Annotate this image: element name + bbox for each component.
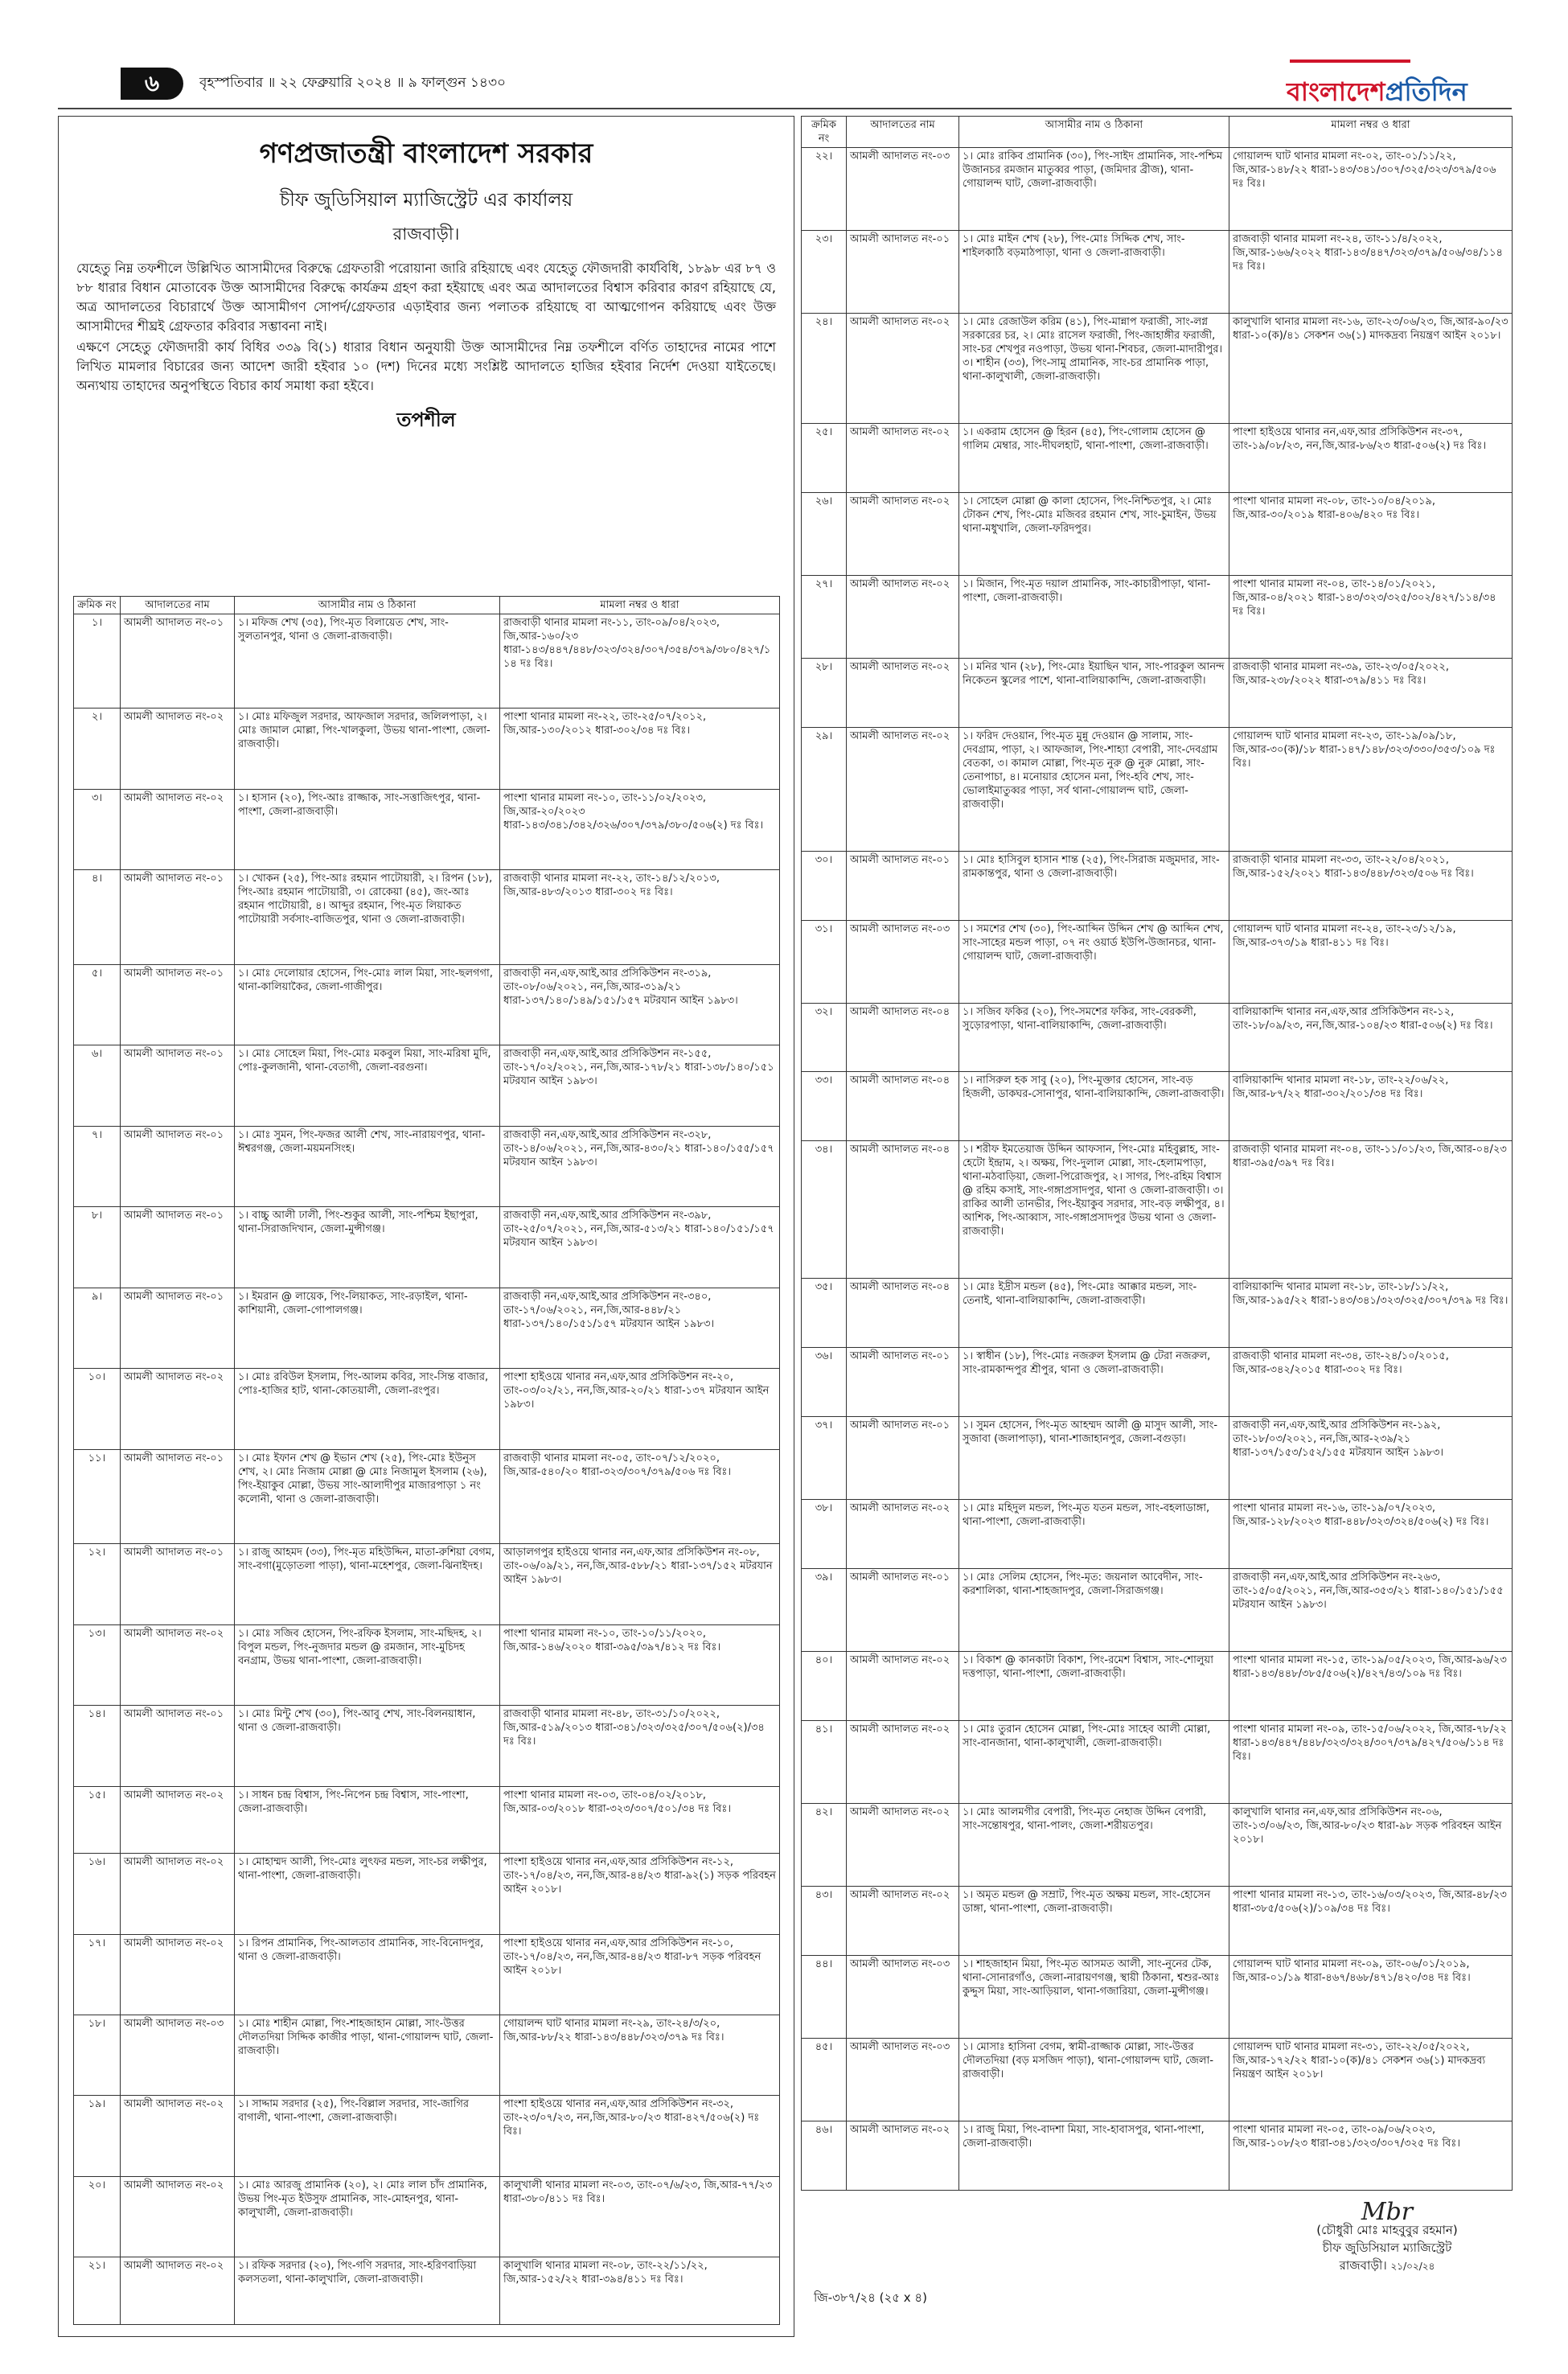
cell-case: কালুখালি থানার মামলা নং-০৮, তাং-২২/১১/২২, জি,আর-১৫২/২২ ধারা-৩৯৪/৪১১ দঃ বিঃ। [500, 2257, 780, 2324]
table-row [802, 2121, 1513, 2190]
cell-serial: ৩০। [802, 851, 847, 920]
schedule-continued [801, 116, 1512, 2335]
cell-case: রাজবাড়ী থানার মামলা নং-২২, তাং-১৪/১২/২০১৩, জি,আর-৪৮৩/২০১৩ ধারা-৩০২ দঃ বিঃ। [500, 870, 780, 964]
table-row [802, 1417, 1513, 1500]
cell-case: রাজবাড়ী থানার মামলা নং-৩৩, তাং-২২/০৪/২০২১, জি,আর-১৫২/২০২১ ধারা-১৪৩/৪৪৮/৩২৩/৫০৬ দঃ বিঃ। [1229, 851, 1513, 920]
cell-case: রাজবাড়ী থানার মামলা নং-৪৮, তাং-৩১/১০/২০২২, জি,আর-৫১৯/২০১৩ ধারা-৩৪১/৩২৩/৩২৫/৩০৭/৫০৬(২)/৩৪ দঃ বিঃ। [500, 1706, 780, 1786]
cell-serial: ৪০। [802, 1652, 847, 1721]
table-row [802, 1348, 1513, 1417]
cell-case: রাজবাড়ী থানার মামলা নং-২৪, তাং-১১/৪/২০২২, জি,আর-১৬৬/২০২২ ধারা-১৪৩/৪৪৭/৩২৩/৩৭৯/৫০৬/৩৪/১১৪ দঃ বিঃ। [1229, 230, 1513, 313]
cell-accused: ১। সজিব ফকির (২০), পিং-সমশের ফকির, সাং-বেরকলী, সুড়োরপাড়া, থানা-বালিয়াকান্দি, জেলা-রাজবাড়ী। [959, 1003, 1229, 1072]
cell-accused: ১। শাহজাহান মিয়া, পিং-মৃত আসমত আলী, সাং-নুনের টেক, থানা-সোনারগাঁও, জেলা-নারায়ণগঞ্জ, স্থায়ী ঠিকানা, শ্বশুর-আঃ কুদ্দুস মিয়া, সাং-আড়িয়াল, থানা-গজারিয়া, জেলা-মুন্সীগঞ্জ। [959, 1955, 1229, 2038]
table-row [802, 1279, 1513, 1348]
cell-serial: ১৩। [74, 1624, 121, 1705]
cell-accused: ১। রাজু মিয়া, পিং-বাদশা মিয়া, সাং-হাবাসপুর, থানা-পাংশা, জেলা-রাজবাড়ী। [959, 2121, 1229, 2190]
cell-court: আমলী আদালত নং-০২ [847, 313, 959, 423]
cell-serial: ৪৩। [802, 1887, 847, 1956]
table-row [802, 1804, 1513, 1887]
cell-serial: ৫। [74, 964, 121, 1045]
cell-serial: ১০। [74, 1369, 121, 1449]
cell-court: আমলী আদালত নং-০২ [847, 423, 959, 492]
cell-court: আমলী আদালত নং-০২ [847, 492, 959, 575]
table-row [74, 2257, 780, 2324]
cell-accused: ১। মোঃ দেলোয়ার হোসেন, পিং-মোঃ লাল মিয়া, সাং-ছলগগা, থানা-কালিয়াকৈর, জেলা-গাজীপুর। [235, 964, 500, 1045]
cell-court: আমলী আদালত নং-০১ [847, 851, 959, 920]
cell-court: আমলী আদালত নং-০২ [847, 1721, 959, 1804]
cell-serial: ৪১। [802, 1721, 847, 1804]
cell-case: গোয়ালন্দ ঘাট থানার মামলা নং-৩১, তাং-২২/০৫/২০২২, জি,আর-১৭২/২২ ধারা-১০(ক)/৪১ সেকশন ৩৬(১) মাদকদ্রব্য নিয়ন্ত্রণ আইন ২০১৮। [1229, 2038, 1513, 2121]
header-case: মামলা নম্বর ও ধারা [1229, 117, 1513, 148]
table-row [802, 851, 1513, 920]
cell-case: গোয়ালন্দ ঘাট থানার মামলা নং-২৩, তাং-১৯/০৯/১৮, জি,আর-৩০(ক)/১৮ ধারা-১৪৭/১৪৮/৩২৩/৩৩০/৩৫৩/১০৯ দঃ বিঃ। [1229, 727, 1513, 851]
notice-title: গণপ্রজাতন্ত্রী বাংলাদেশ সরকার [259, 138, 593, 170]
notice-heading [59, 133, 794, 249]
cell-case: রাজবাড়ী থানার মামলা নং-১১, তাং-০৯/০৪/২০২৩, জি,আর-১৬০/২৩ ধারা-১৪৩/৪৪৭/৪৪৮/৩২৩/৩২৪/৩০৭/৩৫৪/৩৭৯/৩৮০/৪২৭/১১৪ দঃ বিঃ। [500, 614, 780, 709]
cell-accused: ১। বাচ্চু আলী ঢালী, পিং-শুকুর আলী, সাং-পশ্চিম ইছাপুরা, থানা-সিরাজদিখান, জেলা-মুন্সীগঞ্জ। [235, 1207, 500, 1288]
dateline: বৃহস্পতিবার ॥ ২২ ফেব্রুয়ারি ২০২৪ ॥ ৯ ফাল্গুন ১৪৩০ [199, 75, 507, 91]
cell-case: পাংশা হাইওয়ে থানার নন,এফ,আর প্রসিকিউশন নং-৩৭, তাং-১৯/০৮/২৩, নন,জি,আর-৮৬/২৩ ধারা-৫০৬(২) দঃ বিঃ। [1229, 423, 1513, 492]
cell-accused: ১। ফরিদ দেওয়ান, পিং-মৃত মুন্নু দেওয়ান @ সালাম, সাং-দেবগ্রাম, পাড়া, ২। আফজাল, পিং-শাহ্যা বেপারী, সাং-দেবগ্রাম বেতকা, ৩। কামাল মোল্লা, পিং-মৃত নুরু @ নুরু মোল্লা, সাং-তেনাপাচা, ৪। মনোয়ার হোসেন মনা, পিং-হবি শেখ, সাং-ভোলাইমাতুব্বর পাড়া, সর্ব থানা-গোয়ালন্দ ঘাট, জেলা-রাজবাড়ী। [959, 727, 1229, 851]
cell-accused: ১। খোকন (২৫), পিং-আঃ রহমান পাটোয়ারী, ২। রিপন (১৮), পিং-আঃ রহমান পাটোয়ারী, ৩। রোকেয়া (৪৫), জং-আঃ রহমান পাটোয়ারী, ৪। আব্দুর রহমান, পিং-মৃত লিয়াকত পাটোয়ারী সর্বসাং-বাজিতপুর, থানা ও জেলা-রাজবাড়ী। [235, 870, 500, 964]
cell-serial: ৪৪। [802, 1955, 847, 2038]
header-accused: আসামীর নাম ও ঠিকানা [235, 597, 500, 614]
cell-accused: ১। মোঃ মিন্টু শেখ (৩০), পিং-আবু শেখ, সাং-বিলনয়াধান, থানা ও জেলা-রাজবাড়ী। [235, 1706, 500, 1786]
cell-accused: ১। মোঃ রেজাউল করিম (৪১), পিং-মান্নাপ ফরাজী, সাং-লগ্ন সরকারের চর, ২। মোঃ রাসেল ফরাজী, পিং-জাহাঙ্গীর ফরাজী, সাং-চর শেখপুর নওপাড়া, উভয় থানা-শিবচর, জেলা-মাদারীপুর। ৩। শাহীন (৩৩), পিং-সামু প্রামানিক, সাং-চর প্রামানিক পাড়া, থানা-কালুখালী, জেলা-রাজবাড়ী। [959, 313, 1229, 423]
cell-serial: ৩। [74, 789, 121, 869]
cell-court: আমলী আদালত নং-০২ [121, 1786, 235, 1853]
cell-serial: ২। [74, 709, 121, 789]
cell-serial: ১৯। [74, 2096, 121, 2176]
cell-accused: ১। সমশের শেখ (৩০), পিং-আব্দিন উদ্দিন শেখ @ আব্দিন শেখ, সাং-সাহের মন্ডল পাড়া, ০৭ নং ওয়ার্ড ইউপি-উজানচর, থানা-গোয়ালন্দ ঘাট, জেলা-রাজবাড়ী। [959, 920, 1229, 1003]
cell-case: পাংশা হাইওয়ে থানার নন,এফ,আর প্রসিকিউশন নং-১০, তাং-১৭/০৪/২৩, নন,জি,আর-৪৪/২৩ ধারা-৮৭ সড়ক পরিবহন আইন ২০১৮। [500, 1934, 780, 2015]
table-row [74, 1126, 780, 1206]
cell-court: আমলী আদালত নং-০২ [121, 2096, 235, 2176]
cell-accused: ১। বিকাশ @ কানকাটা বিকাশ, পিং-রমেশ বিশ্বাস, সাং-শোলুয়া দত্তপাড়া, থানা-পাংশা, জেলা-রাজবাড়ী। [959, 1652, 1229, 1721]
table-row [74, 1045, 780, 1126]
cell-case: গোয়ালন্দ ঘাট থানার মামলা নং-২৪, তাং-২৩/১২/১৯, জি,আর-৩৭৩/১৯ ধারা-৪১১ দঃ বিঃ। [1229, 920, 1513, 1003]
cell-case: রাজবাড়ী নন,এফ,আই,আর প্রসিকিউশন নং-৩৯৮, তাং-২৫/০৭/২০২১, নন,জি,আর-৫১৩/২১ ধারা-১৪০/১৫১/১৫৭ মটরযান আইন ১৯৮৩। [500, 1207, 780, 1288]
header-accused: আসামীর নাম ও ঠিকানা [959, 117, 1229, 148]
cell-serial: ২৯। [802, 727, 847, 851]
cell-court: আমলী আদালত নং-০১ [121, 614, 235, 709]
cell-case: গোয়ালন্দ ঘাট থানার মামলা নং-২৯, তাং-২৪/৩/২০, জি,আর-৮৮/২২ ধারা-১৪৩/৪৪৮/৩২৩/৩৭৯ দঃ বিঃ। [500, 2015, 780, 2095]
cell-accused: ১। হাসান (২০), পিং-আঃ রাজ্জাক, সাং-সত্তাজিৎপুর, থানা-পাংশা, জেলা-রাজবাড়ী। [235, 789, 500, 869]
cell-case: রাজবাড়ী নন,এফ,আই,আর প্রসিকিউশন নং-৩২৮, তাং-১৪/০৬/২০২১, নন,জি,আর-৪৩০/২১ ধারা-১৪০/১৫৫/১৫৭ মটরযান আইন ১৯৮৩। [500, 1126, 780, 1206]
cell-serial: ৩৬। [802, 1348, 847, 1417]
cell-accused: ১। সোহেল মোল্লা @ কালা হোসেন, পিং-নিশ্চিতপুর, ২। মোঃ টোকন শেখ, পিং-মোঃ মজিবর রহমান শেখ, সাং-চুমাইন, উভয় থানা-মধুখালি, জেলা-ফরিদপুর। [959, 492, 1229, 575]
cell-accused: ১। মোসাঃ হাসিনা বেগম, স্বামী-রাজ্জাক মোল্লা, সাং-উত্তর দৌলতদিয়া (বড় মসজিদ পাড়া), থানা-গোয়ালন্দ ঘাট, জেলা-রাজবাড়ী। [959, 2038, 1229, 2121]
cell-case: পাংশা থানার মামলা নং-১৩, তাং-১৬/০৩/২০২৩, জি,আর-৪৮/২৩ ধারা-৩৮৫/৫০৬(২)/১০৯/৩৪ দঃ বিঃ। [1229, 1887, 1513, 1956]
cell-court: আমলী আদালত নং-০১ [121, 1126, 235, 1206]
cell-case: পাংশা থানার মামলা নং-০৯, তাং-১৫/০৬/২০২২, জি,আর-৭৮/২২ ধারা-১৪৩/৪৪৭/৪৪৮/৩২৩/৩২৪/৩০৭/৩৭৯/৪২৭/৫০৬/১১৪ দঃ বিঃ। [1229, 1721, 1513, 1804]
table-row [802, 1887, 1513, 1956]
cell-accused: ১। রফিক সরদার (২০), পিং-গণি সরদার, সাং-হরিণবাড়িয়া কলসতলা, থানা-কালুখালি, জেলা-রাজবাড়ী। [235, 2257, 500, 2324]
table-row [74, 1706, 780, 1786]
cell-serial: ৩৭। [802, 1417, 847, 1500]
cell-court: আমলী আদালত নং-০২ [847, 1652, 959, 1721]
cell-accused: ১। মোঃ মাইন শেখ (২৮), পিং-মোঃ সিদ্দিক শেখ, সাং-শাইলকাঠি বড়মাঠপাড়া, থানা ও জেলা-রাজবাড়ী। [959, 230, 1229, 313]
table-row [802, 658, 1513, 727]
table-row [802, 1141, 1513, 1279]
cell-case: রাজবাড়ী থানার মামলা নং-৩৯, তাং-২৩/০৫/২০২২, জি,আর-২৩৮/২০২২ ধারা-৩৭৯/৪১১ দঃ বিঃ। [1229, 658, 1513, 727]
table-row [74, 964, 780, 1045]
cell-serial: ৩১। [802, 920, 847, 1003]
cell-accused: ১। শরীফ ইমতেয়াজ উদ্দিন আফসান, পিং-মোঃ মহিবুল্লাহ, সাং-হেটো ইন্দ্রাম, ২। অক্ষয়, পিং-দুলাল মোল্লা, সাং-হেলামপাড়া, থানা-মঠবাড়িয়া, জেলা-পিরোজপুর, ২। সাগর, পিং-রহিম বিশ্বাস @ রহিম কসাই, সাং-গঙ্গাপ্রসাদপুর, থানা ও জেলা-রাজবাড়ী। ৩। রাকির আলী তানভীর, পিং-ইয়াকুব সরদার, সাং-বড় লক্ষীপুর, ৪। আশিক, পিং-আব্বাস, সাং-গঙ্গাপ্রসাদপুর উভয় থানা ও জেলা-রাজবাড়ী। [959, 1141, 1229, 1279]
table-row [802, 313, 1513, 423]
cell-case: পাংশা থানার মামলা নং-০৪, তাং-১৪/০১/২০২১, জি,আর-০৪/২০২১ ধারা-১৪৩/৩২৩/৩২৫/৩০২/৪২৭/১১৪/৩৪ দঃ বিঃ। [1229, 575, 1513, 658]
cell-court: আমলী আদালত নং-০২ [847, 575, 959, 658]
schedule-table-left [73, 596, 779, 2325]
cell-serial: ১৪। [74, 1706, 121, 1786]
cell-court: আমলী আদালত নং-০৩ [847, 1955, 959, 2038]
logo-stripe-icon [1287, 57, 1560, 68]
signature-mark: Mbr [1361, 2198, 1414, 2226]
table-header-row [74, 597, 780, 614]
table-row [74, 2015, 780, 2095]
cell-accused: ১। মোঃ মফিজুল সরদার, আফজাল সরদার, জলিলপাড়া, ২। মোঃ জামাল মোল্লা, পিং-খালকুলা, উভয় থানা-পাংশা, জেলা-রাজবাড়ী। [235, 709, 500, 789]
newspaper-logo [1287, 56, 1560, 105]
cell-case: রাজবাড়ী নন,এফ,আই,আর প্রসিকিউশন নং-১৯২, তাং-১৮/০৩/২০২১, নন,জি,আর-২৩৯/২১ ধারা-১৩৭/১৫৩/১৫২/১৫৫ মটরযান আইন ১৯৮৩। [1229, 1417, 1513, 1500]
cell-serial: ৪৫। [802, 2038, 847, 2121]
cell-case: বালিয়াকান্দি থানার নন,এফ,আর প্রসিকিউশন নং-১২, তাং-১৮/০৯/২৩, নন,জি,আর-১০৪/২৩ ধারা-৫০৬(২) দঃ বিঃ। [1229, 1003, 1513, 1072]
cell-accused: ১। মিজান, পিং-মৃত দয়াল প্রামানিক, সাং-কাচারীপাড়া, থানা-পাংশা, জেলা-রাজবাড়ী। [959, 575, 1229, 658]
table-row [802, 1569, 1513, 1652]
cell-case: রাজবাড়ী নন,এফ,আই,আর প্রসিকিউশন নং-৩১৯, তাং-০৮/০৬/২০২১, নন,জি,আর-৩১৯/২১ ধারা-১৩৭/১৪০/১৪৯/১৫১/১৫৭ মটরযান আইন ১৯৮৩। [500, 964, 780, 1045]
cell-case: রাজবাড়ী নন,এফ,আই,আর প্রসিকিউশন নং-১৫৫, তাং-১৭/০২/২০২১, নন,জি,আর-১৭৮/২১ ধারা-১৩৮/১৪০/১৫১ মটরযান আইন ১৯৮৩। [500, 1045, 780, 1126]
cell-serial: ৬। [74, 1045, 121, 1126]
cell-serial: ১৬। [74, 1854, 121, 1934]
cell-accused: ১। রাজু আহমদ (৩৩), পিং-মৃত মহিউদ্দিন, মাতা-রুশিয়া বেগম, সাং-বগা(মুড়োতলা পাড়া), থানা-মহেশপুর, জেলা-ঝিনাইদহ। [235, 1544, 500, 1624]
cell-court: আমলী আদালত নং-০৩ [121, 2015, 235, 2095]
cell-court: আমলী আদালত নং-০৪ [847, 1141, 959, 1279]
cell-serial: ৩৪। [802, 1141, 847, 1279]
table-row [74, 2096, 780, 2176]
notice-paragraph-2: এক্ষণে সেহেতু ফৌজদারী কার্য বিধির ৩৩৯ বি(১) ধারার বিধান অনুযায়ী উক্ত আসামীদের নিম্ন তফশীলে বর্ণিত তাহাদের নামের পাশে লিখিত মামলার বিচারের জন্য আদেশ জারী হইবার ১০ (দশ) দিনের মধ্যে সংশ্লিষ্ট আদালতে হাজির হইবার নির্দেশ দেওয়া যাইতেছে। অন্যথায় তাহাদের অনুপস্থিতে বিচার কার্য সমাধা করা হইবে। [76, 339, 776, 393]
cell-case: কালুখালি থানার মামলা নং-১৬, তাং-২৩/০৬/২৩, জি,আর-৯০/২৩ ধারা-১০(ক)/৪১ সেকশন ৩৬(১) মাদকদ্রব্য নিয়ন্ত্রণ আইন ২০১৮। [1229, 313, 1513, 423]
cell-serial: ২৫। [802, 423, 847, 492]
cell-accused: ১। মোঃ ইফান শেখ @ ইভান শেখ (২৫), পিং-মোঃ ইউনুস শেখ, ২। মোঃ নিজাম মোল্লা @ মোঃ নিজামুল ইসলাম (২৬), পিং-ইয়াকুব মোল্লা, উভয় সাং-আলাদীপুর মাজারপাড়া ১ নং কলোনী, থানা ও জেলা-রাজবাড়ী। [235, 1449, 500, 1543]
notice-body [76, 259, 776, 396]
cell-court: আমলী আদালত নং-০১ [121, 1207, 235, 1288]
cell-court: আমলী আদালত নং-০১ [847, 1348, 959, 1417]
cell-accused: ১। মফিজ শেখ (৩৫), পিং-মৃত বিলায়েত শেখ, সাং-সুলতানপুর, থানা ও জেলা-রাজবাড়ী। [235, 614, 500, 709]
signature-date: ২১/০২/২৪ [1390, 2261, 1435, 2272]
cell-case: কালুখালী থানার মামলা নং-০৩, তাং-০৭/৬/২৩, জি,আর-৭৭/২৩ ধারা-৩৮০/৪১১ দঃ বিঃ। [500, 2176, 780, 2257]
ad-reference: জি-৩৮৭/২৪ (২৫ x ৪) [814, 2290, 928, 2305]
cell-court: আমলী আদালত নং-০২ [121, 1624, 235, 1705]
newspaper-header [121, 68, 1520, 107]
cell-accused: ১। মোঃ আলমগীর বেপারী, পিং-মৃত নেহাজ উদ্দিন বেপারী, সাং-সন্তোষপুর, থানা-পালং, জেলা-শরীয়তপুর। [959, 1804, 1229, 1887]
cell-court: আমলী আদালত নং-০২ [847, 1804, 959, 1887]
cell-serial: ৩৩। [802, 1072, 847, 1141]
header-rule [58, 108, 1512, 109]
cell-court: আমলী আদালত নং-০৩ [847, 920, 959, 1003]
header-court: আদালতের নাম [121, 597, 235, 614]
cell-court: আমলী আদালত নং-০৩ [847, 148, 959, 231]
cell-serial: ২১। [74, 2257, 121, 2324]
schedule-table-right [801, 116, 1512, 2191]
table-row [74, 789, 780, 869]
cell-case: পাংশা থানার মামলা নং-২২, তাং-২৫/০৭/২০১২, জি,আর-১৩০/২০১২ ধারা-৩০২/৩৪ দঃ বিঃ। [500, 709, 780, 789]
cell-serial: ৮। [74, 1207, 121, 1288]
cell-court: আমলী আদালত নং-০৪ [847, 1072, 959, 1141]
cell-case: পাংশা থানার মামলা নং-০৮, তাং-১০/০৪/২০১৯, জি,আর-৩০/২০১৯ ধারা-৪০৬/৪২০ দঃ বিঃ। [1229, 492, 1513, 575]
table-row [802, 148, 1513, 231]
cell-serial: ১৭। [74, 1934, 121, 2015]
cell-serial: ৭। [74, 1126, 121, 1206]
table-row [74, 1288, 780, 1368]
cell-court: আমলী আদালত নং-০২ [847, 1887, 959, 1956]
cell-accused: ১। মোঃ রবিউল ইসলাম, পিং-আলম কবির, সাং-সিন্ত বাজার, পোঃ-হাজির হাট, থানা-কোতয়ালী, জেলা-রংপুর। [235, 1369, 500, 1449]
cell-accused: ১। মোঃ সেলিম হোসেন, পিং-মৃত: জয়নাল আবেদীন, সাং-করশালিকা, থানা-শাহজাদপুর, জেলা-সিরাজগঞ্জ। [959, 1569, 1229, 1652]
cell-accused: ১। মোঃ সুমন, পিং-ফজর আলী শেখ, সাং-নারায়ণপুর, থানা-ঈশ্বরগঞ্জ, জেলা-ময়মনসিংহ। [235, 1126, 500, 1206]
table-row [74, 2176, 780, 2257]
table-row [802, 1955, 1513, 2038]
table-row [802, 727, 1513, 851]
cell-case: রাজবাড়ী নন,এফ,আই,আর প্রসিকিউশন নং-২৬৩, তাং-১৫/০৫/২০২১, নন,জি,আর-৩৫৩/২১ ধারা-১৪০/১৫১/১৫৫ মটরযান আইন ১৯৮৩। [1229, 1569, 1513, 1652]
cell-accused: ১। মোঃ সজিব হোসেন, পিং-রফিক ইসলাম, সাং-মছিদহ, ২। বিপুল মন্ডল, পিং-নুজদার মন্ডল @ রমজান, সাং-মুচিদহ বনগ্রাম, উভয় থানা-পাংশা, জেলা-রাজবাড়ী। [235, 1624, 500, 1705]
cell-accused: ১। মোঃ আরজু প্রামানিক (২০), ২। মোঃ লাল চাঁদ প্রামানিক, উভয় পিং-মৃত ইউসুফ প্রামানিক, সাং-মোহনপুর, থানা-কালুখালী, জেলা-রাজবাড়ী। [235, 2176, 500, 2257]
table-row [802, 492, 1513, 575]
table-row [802, 423, 1513, 492]
cell-court: আমলী আদালত নং-০১ [121, 1045, 235, 1126]
cell-court: আমলী আদালত নং-০২ [121, 789, 235, 869]
cell-court: আমলী আদালত নং-০২ [847, 727, 959, 851]
cell-accused: ১। মোঃ তুরান হোসেন মোল্লা, পিং-মোঃ সাহেব আলী মোল্লা, সাং-বানজানা, থানা-কালুখালী, জেলা-রাজবাড়ী। [959, 1721, 1229, 1804]
table-row [802, 1003, 1513, 1072]
cell-serial: ২৪। [802, 313, 847, 423]
cell-court: আমলী আদালত নং-০১ [121, 1288, 235, 1368]
cell-case: বালিয়াকান্দি থানার মামলা নং-১৮, তাং-১৮/১১/২২, জি,আর-১৯৫/২২ ধারা-১৪৩/৩৪১/৩২৩/৩২৫/৩০৭/৩৭৯ দঃ বিঃ। [1229, 1279, 1513, 1348]
cell-accused: ১। নাসিরুল হক সাবু (২০), পিং-মুক্তার হোসেন, সাং-বড় হিজলী, ডাকঘর-সোনাপুর, থানা-বালিয়াকান্দি, জেলা-রাজবাড়ী। [959, 1072, 1229, 1141]
cell-accused: ১। মোঃ ইদ্রীস মন্ডল (৪৫), পিং-মোঃ আক্কার মন্ডল, সাং-তেনাই, থানা-বালিয়াকান্দি, জেলা-রাজবাড়ী। [959, 1279, 1229, 1348]
cell-case: রাজবাড়ী নন,এফ,আই,আর প্রসিকিউশন নং-৩৪০, তাং-১৭/০৬/২০২১, নন,জি,আর-৪৪৮/২১ ধারা-১৩৭/১৪০/১৫১/১৫৭ মটরযান আইন ১৯৮৩। [500, 1288, 780, 1368]
cell-serial: ২০। [74, 2176, 121, 2257]
table-row [802, 1721, 1513, 1804]
table-row [802, 2038, 1513, 2121]
table-row [802, 1500, 1513, 1569]
table-row [802, 230, 1513, 313]
table-row [802, 1072, 1513, 1141]
header-serial: ক্রমিক নং [802, 117, 847, 148]
cell-accused: ১। মোঃ হাসিবুল হাসান শান্ত (২৫), পিং-সিরাজ মজুমদার, সাং-রামকান্তপুর, থানা ও জেলা-রাজবাড়ী। [959, 851, 1229, 920]
cell-accused: ১। মোঃ শাহীন মোল্লা, পিং-শাহজাহান মোল্লা, সাং-উত্তর দৌলতদিয়া সিদ্দিক কাজীর পাড়া, থানা-গোয়ালন্দ ঘাট, জেলা-রাজবাড়ী। [235, 2015, 500, 2095]
cell-accused: ১। মোঃ সোহেল মিয়া, পিং-মোঃ মকবুল মিয়া, সাং-মরিষা মুদি, পোঃ-কুলজানী, থানা-বেতাগী, জেলা-বরগুনা। [235, 1045, 500, 1126]
table-row [74, 614, 780, 709]
notice-paragraph-1: যেহেতু নিম্ন তফশীলে উল্লিখিত আসামীদের বিরুদ্ধে গ্রেফতারী পরোয়ানা জারি রহিয়াছে এবং যেহেতু ফৌজদারী কার্যবিধি, ১৮৯৮ এর ৮৭ ও ৮৮ ধারার বিধান মোতাবেক উক্ত আসামীদের বিরুদ্ধে কার্যক্রম গ্রহণ করা হইয়াছে এবং অত্র আদালতের বিশ্বাস করিবার কারণ রহিয়াছে যে, অত্র আদালতের বিচারার্থে উক্ত আসামীগণ সোপর্দ/গ্রেফতার এড়াইবার জন্য পলাতক রহিয়াছে বা আত্মগোপন করিয়াছে এবং উক্ত আসামীদের শীঘ্রই গ্রেফতার করিবার সম্ভাবনা নাই। [76, 261, 776, 334]
cell-accused: ১। মোঃ মহিদুল মন্ডল, পিং-মৃত যতন মন্ডল, সাং-বহলাডাঙ্গা, থানা-পাংশা, জেলা-রাজবাড়ী। [959, 1500, 1229, 1569]
cell-court: আমলী আদালত নং-০২ [121, 709, 235, 789]
cell-court: আমলী আদালত নং-০২ [121, 1854, 235, 1934]
cell-court: আমলী আদালত নং-০১ [847, 1569, 959, 1652]
cell-case: পাংশা হাইওয়ে থানার নন,এফ,আর প্রসিকিউশন নং-৩২, তাং-২৩/০৭/২৩, নন,জি,আর-৮০/২৩ ধারা-৪২৭/৫০৬(২) দঃ বিঃ। [500, 2096, 780, 2176]
cell-serial: ৩৮। [802, 1500, 847, 1569]
cell-serial: ২৬। [802, 492, 847, 575]
cell-case: পাংশা থানার মামলা নং-০৫, তাং-০৯/০৬/২০২৩, জি,আর-১০৮/২৩ ধারা-৩৪১/৩২৩/৩০৭/৩২৫ দঃ বিঃ। [1229, 2121, 1513, 2190]
cell-accused: ১। সাদ্দাম সরদার (২৫), পিং-বিল্লাল সরদার, সাং-জাগির বাগালী, থানা-পাংশা, জেলা-রাজবাড়ী। [235, 2096, 500, 2176]
cell-case: পাংশা হাইওয়ে থানার নন,এফ,আর প্রসিকিউশন নং-১২, তাং-১৭/০৪/২৩, নন,জি,আর-৪৪/২৩ ধারা-৯২(১) সড়ক পরিবহন আইন ২০১৮। [500, 1854, 780, 1934]
cell-court: আমলী আদালত নং-০২ [121, 2257, 235, 2324]
cell-serial: ২৩। [802, 230, 847, 313]
cell-serial: ১২। [74, 1544, 121, 1624]
cell-court: আমলী আদালত নং-০১ [847, 1417, 959, 1500]
cell-court: আমলী আদালত নং-০২ [121, 2176, 235, 2257]
table-row [74, 1207, 780, 1288]
office-name: চীফ জুডিসিয়াল ম্যাজিস্ট্রেট এর কার্যালয় [279, 190, 573, 211]
cell-case: রাজবাড়ী থানার মামলা নং-০৫, তাং-০৭/১২/২০২০, জি,আর-৫৪০/২০ ধারা-৩২৩/৩০৭/৩৭৯/৫০৬ দঃ বিঃ। [500, 1449, 780, 1543]
cell-case: আড়ালগপুর হাইওয়ে থানার নন,এফ,আর প্রসিকিউশন নং-০৮, তাং-০৬/০৯/২১, নন,জি,আর-৫৮৮/২১ ধারা-১৩৭/১৫২ মটরযান আইন ১৯৮৩। [500, 1544, 780, 1624]
cell-accused: ১। রিপন প্রামানিক, পিং-আলতাব প্রামানিক, সাং-বিনোদপুর, থানা ও জেলা-রাজবাড়ী। [235, 1934, 500, 2015]
cell-case: বালিয়াকান্দি থানার মামলা নং-১৮, তাং-২২/০৬/২২, জি,আর-৮৭/২২ ধারা-৩০২/২০১/৩৪ দঃ বিঃ। [1229, 1072, 1513, 1141]
cell-case: পাংশা থানার মামলা নং-১০, তাং-১১/০২/২০২৩, জি,আর-২০/২০২৩ ধারা-১৪৩/৩৪১/৩৪২/৩২৬/৩০৭/৩৭৯/৩৮০/৫০৬(২) দঃ বিঃ। [500, 789, 780, 869]
cell-accused: ১। মোঃ রাকিব প্রামানিক (৩০), পিং-সাইদ প্রামানিক, সাং-পশ্চিম উজানচর রমজান মাতুব্বর পাড়া, (জমিদার ব্রীজ), থানা-গোয়ালন্দ ঘাট, জেলা-রাজবাড়ী। [959, 148, 1229, 231]
cell-accused: ১। স্বাধীন (১৮), পিং-মোঃ নজরুল ইসলাম @ টেরা নজরুল, সাং-রামকান্দপুর শ্রীপুর, থানা ও জেলা-রাজবাড়ী। [959, 1348, 1229, 1417]
logo-text-bangladesh: বাংলাদেশ [1287, 76, 1385, 107]
cell-serial: ৪। [74, 870, 121, 964]
table-row [74, 1786, 780, 1853]
cell-accused: ১। অমৃত মন্ডল @ সম্রাট, পিং-মৃত অক্ষয় মন্ডল, সাং-হোসেন ডাঙ্গা, থানা-পাংশা, জেলা-রাজবাড়ী। [959, 1887, 1229, 1956]
cell-serial: ৩৫। [802, 1279, 847, 1348]
cell-court: আমলী আদালত নং-০৩ [847, 2038, 959, 2121]
cell-accused: ১। সুমন হোসেন, পিং-মৃত আহম্মদ আলী @ মাসুদ আলী, সাং-সুজাবা (জলাপাড়া), থানা-শাজাহানপুর, জেলা-বগুড়া। [959, 1417, 1229, 1500]
cell-court: আমলী আদালত নং-০২ [121, 1369, 235, 1449]
cell-serial: ২৮। [802, 658, 847, 727]
notice-box [58, 116, 794, 2337]
table-header-row [802, 117, 1513, 148]
schedule-table [801, 116, 1513, 2191]
table-row [74, 870, 780, 964]
table-row [74, 1624, 780, 1705]
cell-court: আমলী আদালত নং-০১ [121, 1449, 235, 1543]
signatory-title: চীফ জুডিসিয়াল ম্যাজিস্ট্রেট [1322, 2241, 1452, 2255]
cell-serial: ৯। [74, 1288, 121, 1368]
cell-serial: ১। [74, 614, 121, 709]
cell-serial: ৩৯। [802, 1569, 847, 1652]
cell-case: গোয়ালন্দ ঘাট থানার মামলা নং-০২, তাং-০১/১১/২২, জি,আর-১৪৮/২২ ধারা-১৪৩/৩৪১/৩০৭/৩২৫/৩২৩/৩৭৯/৫০৬ দঃ বিঃ। [1229, 148, 1513, 231]
header-court: আদালতের নাম [847, 117, 959, 148]
cell-accused: ১। ইমরান @ লায়েক, পিং-লিয়াকত, সাং-রড়াইল, থানা-কাশিয়ানী, জেলা-গোপালগঞ্জ। [235, 1288, 500, 1368]
table-row [802, 920, 1513, 1003]
cell-accused: ১। একরাম হোসেন @ হিরন (৪৫), পিং-গোলাম হোসেন @ গালিম মেম্বার, সাং-দীঘলহাট, থানা-পাংশা, জেলা-রাজবাড়ী। [959, 423, 1229, 492]
cell-case: পাংশা থানার মামলা নং-১৫, তাং-১৯/০৫/২০২৩, জি,আর-৯৬/২৩ ধারা-১৪৩/৪৪৮/৩৮৫/৫০৬(২)/৪২৭/৪৩/১০৯ দঃ বিঃ। [1229, 1652, 1513, 1721]
cell-court: আমলী আদালত নং-০৪ [847, 1279, 959, 1348]
table-row [74, 1934, 780, 2015]
cell-court: আমলী আদালত নং-০২ [847, 658, 959, 727]
cell-case: কালুখালি থানার নন,এফ,আর প্রসিকিউশন নং-০৬, তাং-১৩/০৬/২৩, জি,আর-৮০/২৩ ধারা-৯৮ সড়ক পরিবহন আইন ২০১৮। [1229, 1804, 1513, 1887]
table-row [74, 1544, 780, 1624]
cell-court: আমলী আদালত নং-০১ [847, 230, 959, 313]
cell-case: পাংশা থানার মামলা নং-১০, তাং-১০/১১/২০২০, জি,আর-১৪৬/২০২০ ধারা-৩৯৫/৩৯৭/৪১২ দঃ বিঃ। [500, 1624, 780, 1705]
signatory-name: (চৌধুরী মোঃ মাহবুবুর রহমান) [1316, 2223, 1458, 2237]
cell-case: গোয়ালন্দ ঘাট থানার মামলা নং-০৯, তাং-০৬/০১/২০১৯, জি,আর-০১/১৯ ধারা-৪৬৭/৪৬৮/৪৭১/৪২০/৩৪ দঃ বিঃ। [1229, 1955, 1513, 2038]
cell-accused: ১। সাধন চন্দ্র বিশ্বাস, পিং-নিপেন চন্দ্র বিশ্বাস, সাং-পাংশা, জেলা-রাজবাড়ী। [235, 1786, 500, 1853]
cell-court: আমলী আদালত নং-০৪ [847, 1003, 959, 1072]
signature-block [1266, 2198, 1508, 2275]
page-number: ৬ [121, 68, 183, 100]
cell-case: রাজবাড়ী থানার মামলা নং-৩৪, তাং-২৪/১০/২০১৫, জি,আর-৩৪২/২০১৫ ধারা-৩০২ দঃ বিঃ। [1229, 1348, 1513, 1417]
header-serial: ক্রমিক নং [74, 597, 121, 614]
header-case: মামলা নম্বর ও ধারা [500, 597, 780, 614]
cell-serial: ১৫। [74, 1786, 121, 1853]
cell-case: পাংশা হাইওয়ে থানার নন,এফ,আর প্রসিকিউশন নং-২০, তাং-০৩/০২/২১, নন,জি,আর-২০/২১ ধারা-১৩৭ মটরযান আইন ১৯৮৩। [500, 1369, 780, 1449]
cell-serial: ৩২। [802, 1003, 847, 1072]
cell-court: আমলী আদালত নং-০২ [847, 1500, 959, 1569]
cell-serial: ১৮। [74, 2015, 121, 2095]
table-row [802, 1652, 1513, 1721]
schedule-table [73, 596, 780, 2325]
cell-case: পাংশা থানার মামলা নং-১৬, তাং-১৯/০৭/২০২৩, জি,আর-১২৮/২০২৩ ধারা-৪৪৮/৩২৩/৩২৪/৫০৬(২) দঃ বিঃ। [1229, 1500, 1513, 1569]
cell-court: আমলী আদালত নং-০১ [121, 1706, 235, 1786]
schedule-title: তপশীল [396, 409, 456, 431]
cell-serial: ২৭। [802, 575, 847, 658]
cell-court: আমলী আদালত নং-০১ [121, 870, 235, 964]
logo-text-protidin: প্রতিদিন [1385, 76, 1467, 107]
cell-serial: ২২। [802, 148, 847, 231]
cell-court: আমলী আদালত নং-০২ [121, 1934, 235, 2015]
cell-serial: ৪২। [802, 1804, 847, 1887]
cell-court: আমলী আদালত নং-০১ [121, 1544, 235, 1624]
table-row [74, 1369, 780, 1449]
cell-accused: ১। মোহাম্মদ আলী, পিং-মোঃ লুৎফর মন্ডল, সাং-চর লক্ষীপুর, থানা-পাংশা, জেলা-রাজবাড়ী। [235, 1854, 500, 1934]
office-place: রাজবাড়ী। [392, 224, 460, 244]
table-row [74, 1449, 780, 1543]
cell-court: আমলী আদালত নং-০১ [121, 964, 235, 1045]
cell-serial: ১১। [74, 1449, 121, 1543]
cell-serial: ৪৬। [802, 2121, 847, 2190]
cell-case: রাজবাড়ী থানার মামলা নং-০৪, তাং-১১/০১/২৩, জি,আর-০৪/২৩ ধারা-৩৯৫/৩৯৭ দঃ বিঃ। [1229, 1141, 1513, 1279]
table-row [74, 709, 780, 789]
table-row [802, 575, 1513, 658]
cell-accused: ১। মনির খান (২৮), পিং-মোঃ ইয়াছিন খান, সাং-পারকুল আনন্দ নিকেতন স্কুলের পাশে, থানা-বালিয়াকান্দি, জেলা-রাজবাড়ী। [959, 658, 1229, 727]
signatory-place: রাজবাড়ী। ২১/০২/২৪ [1339, 2258, 1435, 2273]
cell-case: পাংশা থানার মামলা নং-০৩, তাং-০৪/০২/২০১৮, জি,আর-০৩/২০১৮ ধারা-৩২৩/৩০৭/৫০১/৩৪ দঃ বিঃ। [500, 1786, 780, 1853]
cell-court: আমলী আদালত নং-০২ [847, 2121, 959, 2190]
table-row [74, 1854, 780, 1934]
